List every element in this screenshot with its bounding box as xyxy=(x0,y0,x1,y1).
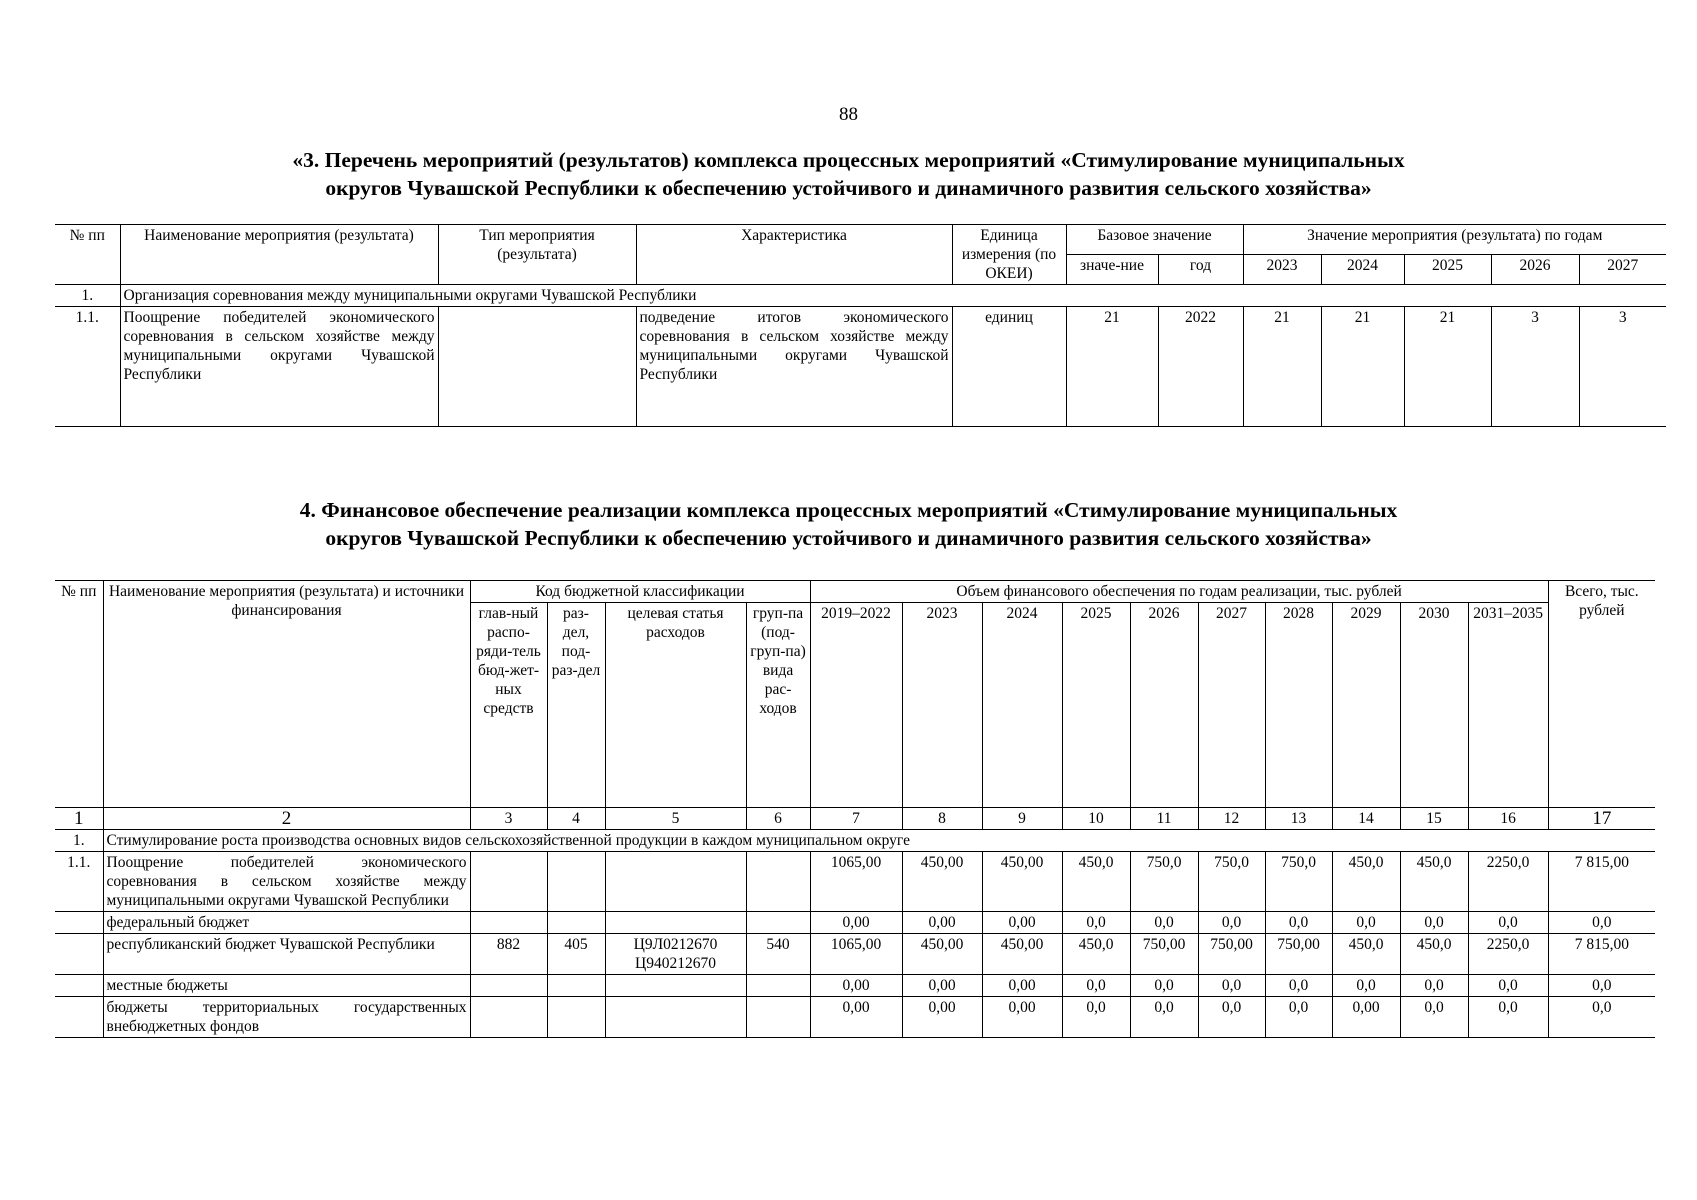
header-num: № пп xyxy=(55,225,120,285)
header-year: 2027 xyxy=(1579,255,1666,285)
section-num: 1. xyxy=(55,285,120,307)
row-num xyxy=(55,912,103,934)
row-value: 750,0 xyxy=(1265,852,1332,912)
header-name: Наименование мероприятия (результата) xyxy=(120,225,438,285)
row-value: 0,0 xyxy=(1198,912,1265,934)
row-characteristic: подведение итогов экономического соревнования в сельском хозяйстве между муниципальными округами Чувашской Республики xyxy=(636,307,952,427)
row-value: 450,0 xyxy=(1062,852,1130,912)
row-name: Поощрение победителей экономического соревнования в сельском хозяйстве между муниципальными округами Чувашской Республики xyxy=(120,307,438,427)
row-total: 0,0 xyxy=(1548,997,1655,1038)
heading-line: «3. Перечень мероприятий (результатов) комплекса процессных мероприятий «Стимулирование муниципальных xyxy=(292,148,1405,172)
row-code: 882 xyxy=(470,934,547,975)
row-code xyxy=(547,852,605,912)
header-period: 2029 xyxy=(1332,603,1400,808)
row-value: 750,00 xyxy=(1130,934,1198,975)
row-num xyxy=(55,997,103,1038)
row-value: 1065,00 xyxy=(810,852,902,912)
row-type xyxy=(438,307,636,427)
section-num: 1. xyxy=(55,830,103,852)
row-value: 450,00 xyxy=(982,934,1062,975)
row-value: 0,0 xyxy=(1265,997,1332,1038)
row-code xyxy=(470,852,547,912)
row-value: 0,0 xyxy=(1062,997,1130,1038)
row-value: 21 xyxy=(1243,307,1321,427)
row-num xyxy=(55,975,103,997)
row-code xyxy=(746,997,810,1038)
row-value: 21 xyxy=(1321,307,1404,427)
section-3-heading xyxy=(0,146,1697,202)
row-total: 7 815,00 xyxy=(1548,934,1655,975)
row-num xyxy=(55,934,103,975)
row-value: 450,0 xyxy=(1332,852,1400,912)
row-value: 0,0 xyxy=(1468,997,1548,1038)
row-value: 21 xyxy=(1404,307,1491,427)
row-code xyxy=(605,997,746,1038)
column-number: 10 xyxy=(1062,808,1130,830)
row-code xyxy=(605,912,746,934)
heading-line: округов Чувашской Республики к обеспечению устойчивого и динамичного развития сельского хозяйства» xyxy=(325,526,1372,550)
row-code xyxy=(470,997,547,1038)
row-value: 0,0 xyxy=(1198,975,1265,997)
header-period: 2027 xyxy=(1198,603,1265,808)
row-name: республиканский бюджет Чувашской Республики xyxy=(103,934,470,975)
row-value: 0,0 xyxy=(1130,997,1198,1038)
row-value: 450,0 xyxy=(1400,934,1468,975)
row-value: 3 xyxy=(1491,307,1579,427)
header-total: Всего, тыс. рублей xyxy=(1548,581,1655,808)
row-value: 450,0 xyxy=(1062,934,1130,975)
header-budget-code: Код бюджетной классификации xyxy=(470,581,810,603)
row-value: 450,00 xyxy=(902,852,982,912)
row-value: 0,0 xyxy=(1130,975,1198,997)
row-value: 0,00 xyxy=(982,997,1062,1038)
column-number: 8 xyxy=(902,808,982,830)
table-row xyxy=(55,852,1655,912)
header-base-year: год xyxy=(1158,255,1243,285)
row-code: 405 xyxy=(547,934,605,975)
header-period: 2019–2022 xyxy=(810,603,902,808)
row-num: 1.1. xyxy=(55,852,103,912)
header-year: 2024 xyxy=(1321,255,1404,285)
row-code xyxy=(605,852,746,912)
table-row xyxy=(55,997,1655,1038)
row-total: 0,0 xyxy=(1548,975,1655,997)
header-num: № пп xyxy=(55,581,103,808)
header-period: 2031–2035 xyxy=(1468,603,1548,808)
header-period: 2023 xyxy=(902,603,982,808)
header-period: 2028 xyxy=(1265,603,1332,808)
row-value: 2250,0 xyxy=(1468,934,1548,975)
row-value: 750,0 xyxy=(1130,852,1198,912)
column-number: 13 xyxy=(1265,808,1332,830)
row-code xyxy=(547,975,605,997)
column-number: 4 xyxy=(547,808,605,830)
header-characteristic: Характеристика xyxy=(636,225,952,285)
header-base: Базовое значение xyxy=(1066,225,1243,255)
row-code: Ц9Л0212670 Ц940212670 xyxy=(605,934,746,975)
column-number: 3 xyxy=(470,808,547,830)
row-value: 0,0 xyxy=(1062,912,1130,934)
section-title: Организация соревнования между муниципальными округами Чувашской Республики xyxy=(120,285,1666,307)
header-section: раз-дел, под-раз-дел xyxy=(547,603,605,808)
row-value: 0,00 xyxy=(982,912,1062,934)
row-value: 2250,0 xyxy=(1468,852,1548,912)
row-value: 0,00 xyxy=(902,997,982,1038)
column-number: 16 xyxy=(1468,808,1548,830)
row-value: 0,0 xyxy=(1062,975,1130,997)
column-number: 7 xyxy=(810,808,902,830)
row-value: 0,00 xyxy=(810,912,902,934)
row-value: 450,0 xyxy=(1400,852,1468,912)
header-period: 2025 xyxy=(1062,603,1130,808)
row-value: 0,0 xyxy=(1332,912,1400,934)
row-code xyxy=(746,975,810,997)
column-number: 6 xyxy=(746,808,810,830)
row-name: федеральный бюджет xyxy=(103,912,470,934)
row-base-value: 21 xyxy=(1066,307,1158,427)
row-value: 0,0 xyxy=(1265,912,1332,934)
table-row xyxy=(55,934,1655,975)
row-value: 0,0 xyxy=(1198,997,1265,1038)
header-name: Наименование мероприятия (результата) и источники финансирования xyxy=(103,581,470,808)
header-year: 2026 xyxy=(1491,255,1579,285)
row-value: 750,0 xyxy=(1198,852,1265,912)
row-name: местные бюджеты xyxy=(103,975,470,997)
row-num: 1.1. xyxy=(55,307,120,427)
column-number: 2 xyxy=(103,808,470,830)
row-code: 540 xyxy=(746,934,810,975)
row-value: 450,00 xyxy=(982,852,1062,912)
row-code xyxy=(605,975,746,997)
row-code xyxy=(470,975,547,997)
row-total: 7 815,00 xyxy=(1548,852,1655,912)
row-value: 0,0 xyxy=(1130,912,1198,934)
column-number: 12 xyxy=(1198,808,1265,830)
row-code xyxy=(470,912,547,934)
row-value: 0,0 xyxy=(1400,975,1468,997)
row-value: 0,0 xyxy=(1400,997,1468,1038)
column-number: 1 xyxy=(55,808,103,830)
row-value: 0,00 xyxy=(902,912,982,934)
column-number: 14 xyxy=(1332,808,1400,830)
row-value: 0,00 xyxy=(810,975,902,997)
row-base-year: 2022 xyxy=(1158,307,1243,427)
row-value: 0,0 xyxy=(1400,912,1468,934)
row-value: 3 xyxy=(1579,307,1666,427)
section-title: Стимулирование роста производства основных видов сельскохозяйственной продукции в каждом муниципальном округе xyxy=(103,830,1655,852)
column-number: 11 xyxy=(1130,808,1198,830)
header-base-value: значе-ние xyxy=(1066,255,1158,285)
section-4-heading xyxy=(0,496,1697,552)
heading-line: округов Чувашской Республики к обеспечению устойчивого и динамичного развития сельского хозяйства» xyxy=(325,176,1372,200)
row-value: 0,0 xyxy=(1468,912,1548,934)
row-value: 0,00 xyxy=(1332,997,1400,1038)
row-value: 0,00 xyxy=(982,975,1062,997)
financing-table xyxy=(55,580,1655,1038)
page-number: 88 xyxy=(839,104,858,125)
column-numbers-row xyxy=(55,808,1655,830)
row-code xyxy=(746,912,810,934)
row-value: 450,0 xyxy=(1332,934,1400,975)
header-main-manager: глав-ный распо-ряди-тель бюд-жет-ных средств xyxy=(470,603,547,808)
row-value: 1065,00 xyxy=(810,934,902,975)
row-code xyxy=(547,912,605,934)
header-year: 2023 xyxy=(1243,255,1321,285)
header-type: Тип мероприятия (результата) xyxy=(438,225,636,285)
row-value: 750,00 xyxy=(1265,934,1332,975)
row-value: 0,0 xyxy=(1332,975,1400,997)
header-period: 2030 xyxy=(1400,603,1468,808)
header-target-article: целевая статья расходов xyxy=(605,603,746,808)
header-expense-group: груп-па (под-груп-па) вида рас-ходов xyxy=(746,603,810,808)
row-code xyxy=(746,852,810,912)
row-value: 750,00 xyxy=(1198,934,1265,975)
header-volume: Объем финансового обеспечения по годам реализации, тыс. рублей xyxy=(810,581,1548,603)
row-value: 0,0 xyxy=(1265,975,1332,997)
row-name: бюджеты территориальных государственных внебюджетных фондов xyxy=(103,997,470,1038)
header-period: 2024 xyxy=(982,603,1062,808)
results-table xyxy=(55,224,1666,427)
table-row xyxy=(55,975,1655,997)
row-unit: единиц xyxy=(952,307,1066,427)
heading-line: 4. Финансовое обеспечение реализации комплекса процессных мероприятий «Стимулирование муниципальных xyxy=(299,498,1398,522)
header-period: 2026 xyxy=(1130,603,1198,808)
header-unit: Единица измерения (по ОКЕИ) xyxy=(952,225,1066,285)
row-total: 0,0 xyxy=(1548,912,1655,934)
table-row xyxy=(55,912,1655,934)
header-values: Значение мероприятия (результата) по годам xyxy=(1243,225,1666,255)
row-value: 0,0 xyxy=(1468,975,1548,997)
row-value: 0,00 xyxy=(902,975,982,997)
row-name: Поощрение победителей экономического соревнования в сельском хозяйстве между муниципальными округами Чувашской Республики xyxy=(103,852,470,912)
row-code xyxy=(547,997,605,1038)
row-value: 450,00 xyxy=(902,934,982,975)
row-value: 0,00 xyxy=(810,997,902,1038)
header-year: 2025 xyxy=(1404,255,1491,285)
column-number: 17 xyxy=(1548,808,1655,830)
column-number: 9 xyxy=(982,808,1062,830)
column-number: 15 xyxy=(1400,808,1468,830)
column-number: 5 xyxy=(605,808,746,830)
